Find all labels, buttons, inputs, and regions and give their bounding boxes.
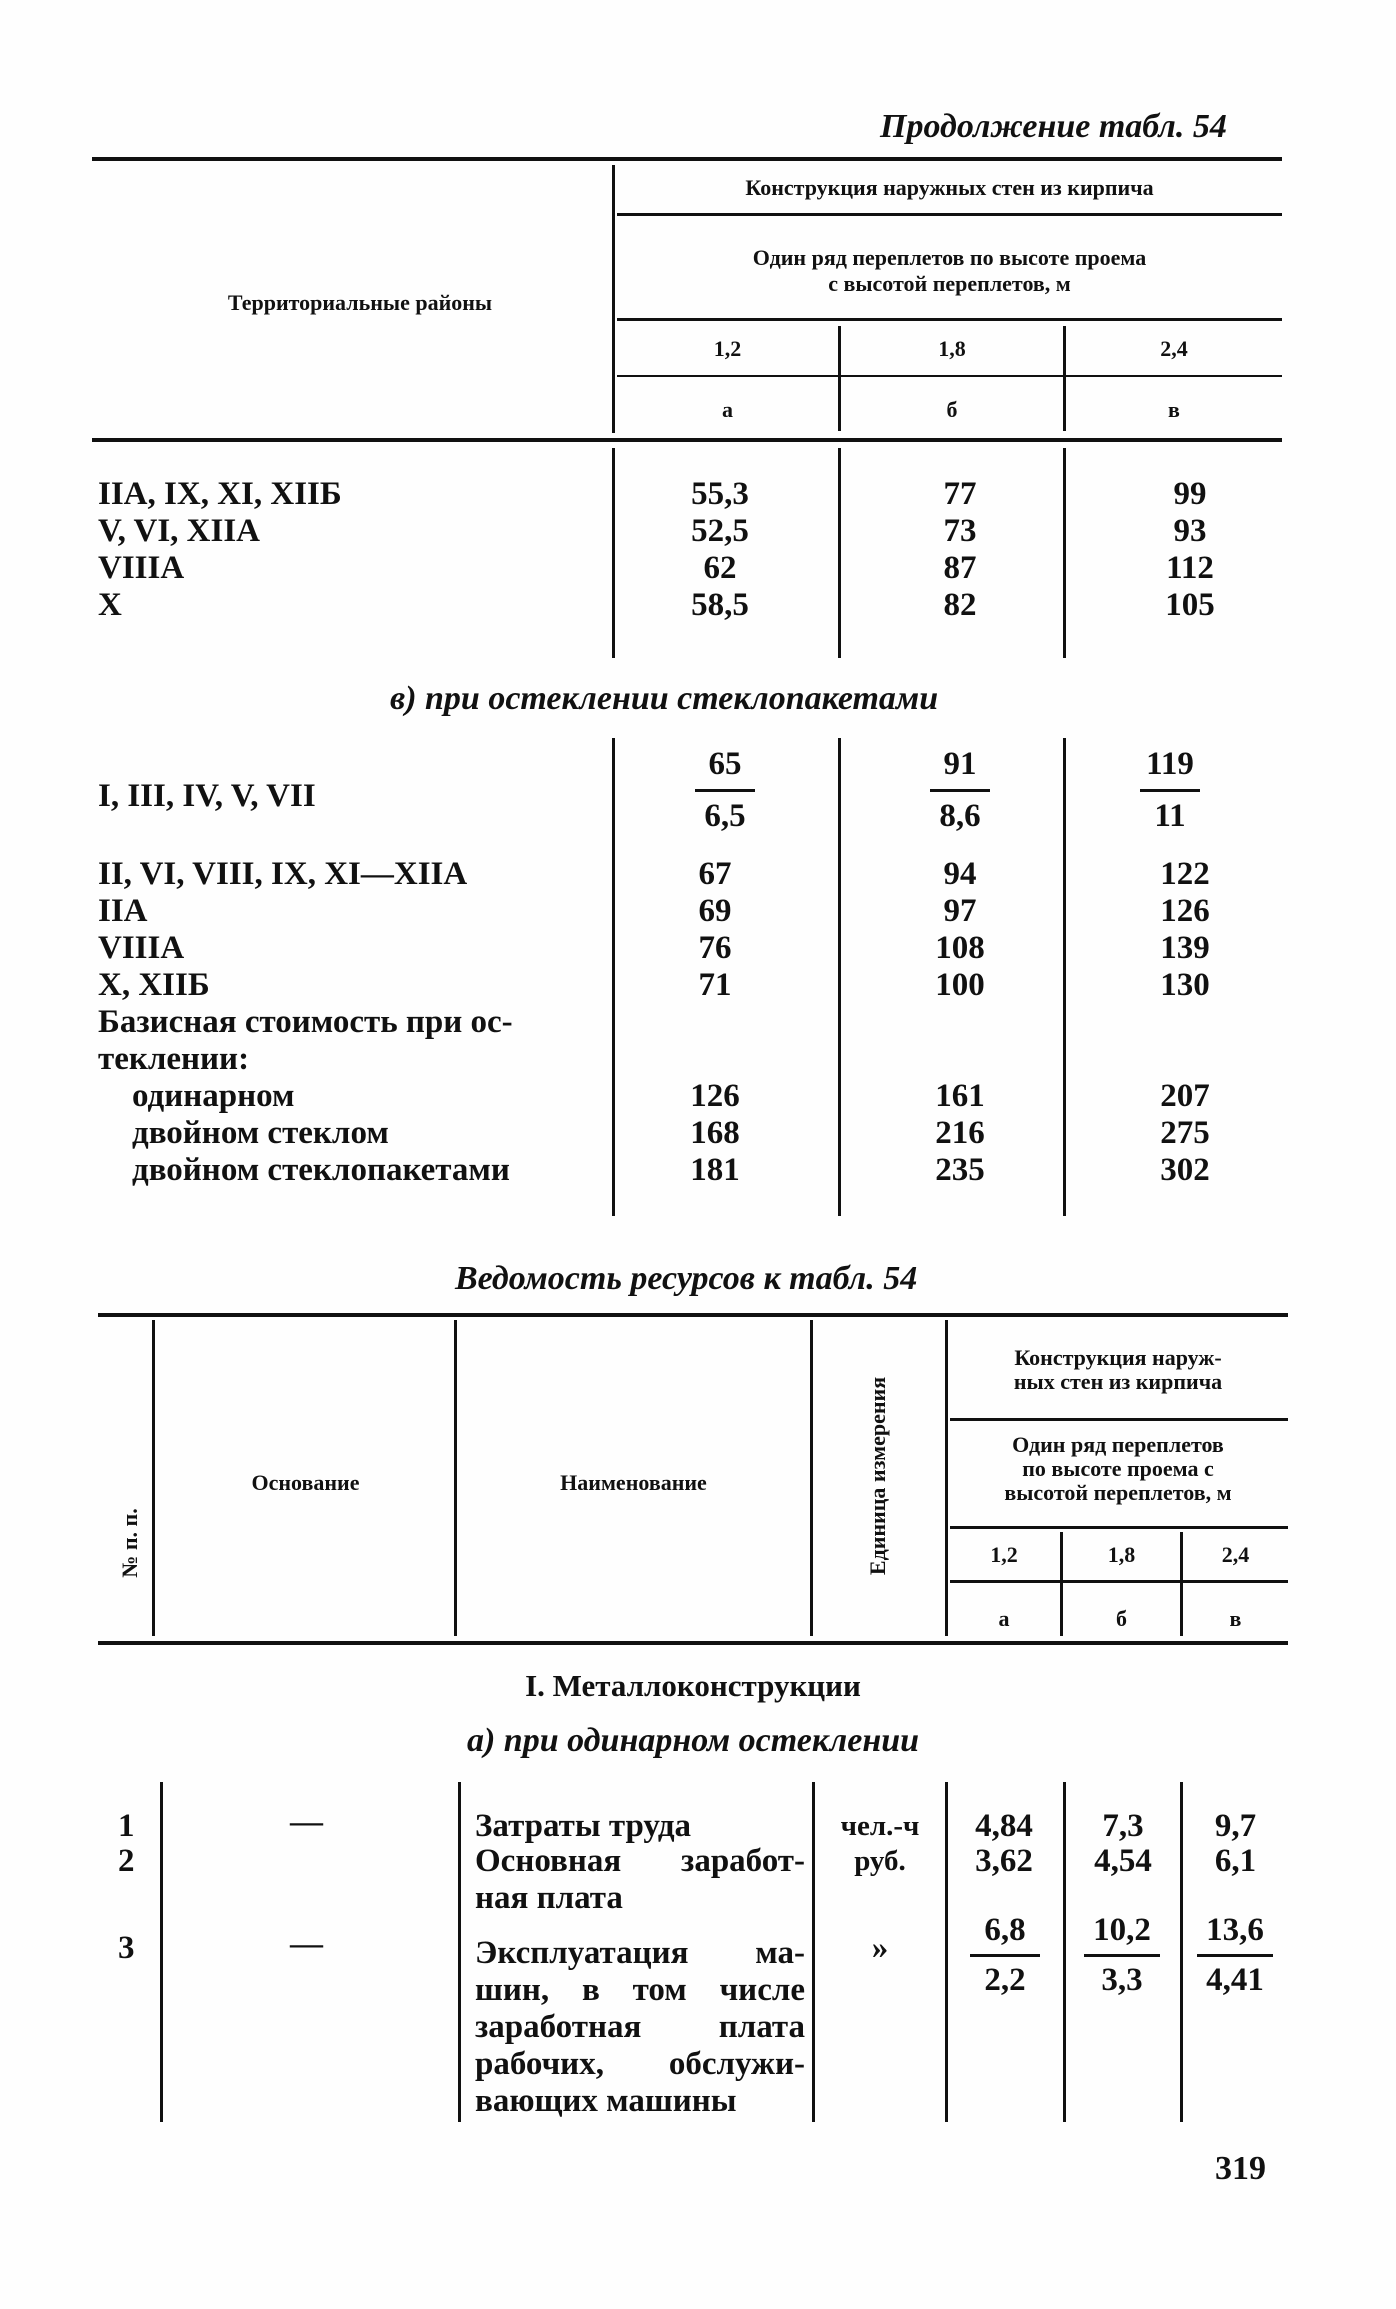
table2-row3-no: 3 [118,1930,135,1966]
table2-col-unit-header: Единица измерения [865,1376,890,1576]
table1-frac-1 [680,746,770,835]
table2-letter-2: б [1116,1606,1127,1631]
table1-frac-3-num: 119 [1146,746,1194,782]
table2-row3-name-line2: шин, в том числе [475,1972,805,2008]
table1-frac-3-den: 11 [1154,798,1186,834]
table1-region-b4: X, XIIБ [98,967,210,1003]
table1-a1-v3: 99 [1173,476,1207,512]
table2-row2-no: 2 [118,1843,135,1879]
table1-b2-v1: 69 [698,893,732,929]
table1-body-divider-a0 [612,448,615,658]
table2-row3-frac-1-den: 2,2 [984,1962,1026,1998]
table2-row2-v3: 6,1 [1214,1843,1257,1879]
table1-height-2: 1,8 [938,336,966,361]
table2-row1-v3: 9,7 [1214,1808,1257,1844]
table1-body-divider-a1 [838,448,841,658]
table1-region-b2: IIA [98,893,148,929]
table1-base2-v3: 275 [1160,1115,1210,1151]
table2-height-3: 2,4 [1221,1542,1250,1567]
table1-base3-v3: 302 [1160,1152,1210,1188]
table1-a2-v2: 73 [943,513,977,549]
table2-row3-frac-2-bar [1084,1954,1160,1957]
table2-row3-name-line1: Эксплуатация ма- [475,1935,805,1971]
table1-b3-v3: 139 [1160,930,1210,966]
table1-a3-v3: 112 [1166,550,1214,586]
table2-group-rule [950,1418,1288,1421]
table1-body-divider-a2 [1063,448,1066,658]
table1-letter-2: б [946,397,958,422]
table2-row2-v2: 4,54 [1094,1843,1152,1879]
table2-letter-3: в [1229,1606,1242,1631]
table2-row2-v1: 3,62 [975,1843,1033,1879]
table1-base1-v2: 161 [935,1078,985,1114]
table2-group-line1: Конструкция наруж- [1014,1345,1222,1370]
table1-frac-row-region: I, III, IV, V, VII [98,778,316,814]
table2-row3-name-line4: рабочих, обслужи- [475,2046,805,2082]
table1-section-b-title: в) при остеклении стеклопакетами [390,680,939,717]
table2-subsection-title: а) при одинарном остеклении [466,1722,920,1759]
table1-base1-v1: 126 [690,1078,740,1114]
table1-subgroup-rule [617,318,1282,321]
table2-row3-frac-3-bar [1197,1954,1273,1957]
table1-b3-v2: 108 [935,930,985,966]
table1-body-divider-b0 [612,738,615,1216]
table1-height-1: 1,2 [713,336,742,361]
table2-vdiv-1 [152,1320,155,1636]
table2-row3-frac-1-num: 6,8 [984,1912,1026,1948]
table1-base1-v3: 207 [1160,1078,1210,1114]
table1-base2-v2: 216 [935,1115,985,1151]
table1-b1-v1: 67 [698,856,732,892]
table2-row1-unit: чел.-ч [840,1810,920,1842]
table2-row3-frac-2 [1070,1912,1174,1999]
table2-row3-frac-3 [1185,1912,1285,1999]
table2-row1-v2: 7,3 [1102,1808,1144,1844]
resources-title: Ведомость ресурсов к табл. 54 [455,1260,918,1297]
table1-base-label-line1: Базисная стоимость при ос- [98,1004,513,1040]
table1-body-divider-b2 [1063,738,1066,1216]
table2-letter-1: а [998,1606,1010,1631]
table2-heights-rule [950,1580,1288,1583]
table1-frac-1-bar [695,789,755,792]
table2-row3-name-line5: вающих машины [475,2083,737,2119]
table2-subgroup-rule [950,1526,1288,1529]
table1-b2-v3: 126 [1160,893,1210,929]
table1-frac-1-den: 6,5 [704,798,746,834]
table1-base3-v1: 181 [690,1152,740,1188]
table1-subgroup-header-line2: с высотой переплетов, м [828,271,1071,296]
table2-row3-unit: » [871,1930,889,1966]
table1-base-single: одинарном [132,1078,295,1114]
table1-a1-v2: 77 [943,476,977,512]
table2-row3-frac-3-den: 4,41 [1206,1962,1264,1998]
table1-row-label-header: Территориальные районы [227,290,493,315]
table1-b2-v2: 97 [943,893,977,929]
table2-body-vdiv-2 [458,1782,461,2122]
table2-row1-name: Затраты труда [475,1808,692,1844]
page-number: 319 [1215,2150,1266,2187]
table2-height-2: 1,8 [1107,1542,1136,1567]
table2-sub-line2: по высоте проема с [1022,1456,1214,1481]
table2-group-line2: ных стен из кирпича [1013,1369,1223,1394]
table1-b4-v3: 130 [1160,967,1210,1003]
table2-body-vdiv-1 [160,1782,163,2122]
table1-group-rule [617,213,1282,216]
table1-a4-v3: 105 [1165,587,1215,623]
table2-sub-line3: высотой переплетов, м [1004,1480,1232,1505]
table1-frac-2-bar [930,789,990,792]
table1-a2-v1: 52,5 [691,513,749,549]
table2-row1-no: 1 [118,1808,135,1844]
table1-frac-3 [1125,746,1215,835]
table1-header-bottom-rule [92,438,1282,442]
table2-row3-frac-2-num: 10,2 [1093,1912,1151,1948]
table1-frac-1-num: 65 [708,746,742,782]
table1-region-b1: II, VI, VIII, IX, XI—XIIA [98,856,468,892]
table1-b1-v3: 122 [1160,856,1210,892]
table2-row1-v1: 4,84 [975,1808,1033,1844]
table2-section-title: I. Металлоконструкции [525,1668,861,1703]
continuation-caption: Продолжение табл. 54 [880,108,1227,145]
table1-base2-v1: 168 [690,1115,740,1151]
table1-region-a2: V, VI, XIIA [98,513,261,549]
table2-row1-basis: — [290,1804,323,1840]
table2-row3-frac-1-bar [970,1954,1040,1957]
table1-a4-v2: 82 [943,587,977,623]
table1-base-double-glass: двойном стеклом [132,1115,389,1151]
table1-frac-3-bar [1140,789,1200,792]
table2-top-rule [98,1313,1288,1317]
table2-col-name-header: Наименование [560,1470,707,1495]
table1-letter-1: а [722,397,733,422]
table2-col-basis-header: Основание [251,1470,360,1495]
table1-a3-v1: 62 [703,550,737,586]
table1-b3-v1: 76 [698,930,732,966]
table1-frac-2-num: 91 [943,746,977,782]
table1-letter-3: в [1168,397,1180,422]
table1-frac-2 [915,746,1005,835]
table2-sub-line1: Один ряд переплетов [1012,1432,1224,1457]
table2-row2-name-line1: Основная заработ- [475,1843,805,1879]
table2-height-1: 1,2 [990,1542,1018,1567]
table1-header-divider [612,165,615,433]
table2-row3-frac-3-num: 13,6 [1206,1912,1264,1948]
table1-body-divider-b1 [838,738,841,1216]
table1-base-double-packet: двойном стеклопакетами [132,1152,510,1188]
table1-b1-v2: 94 [943,856,977,892]
table2-body-vdiv-3 [812,1782,815,2122]
table1-heights-rule [617,375,1282,377]
table1-top-rule [92,157,1282,161]
table1-a1-v1: 55,3 [691,476,749,512]
table1-region-b3: VIIIA [98,930,185,966]
table1-b4-v2: 100 [935,967,985,1003]
table1-region-a1: IIA, IX, XI, XIIБ [98,476,342,512]
table2-vdiv-3 [810,1320,813,1636]
table2-col-no-header: № п. п. [117,1508,142,1578]
table2-row2-name-line2: ная плата [475,1880,623,1916]
table2-row2-unit: руб. [854,1845,906,1877]
table1-b4-v1: 71 [698,967,732,1003]
table1-base3-v2: 235 [935,1152,985,1188]
table1-a3-v2: 87 [943,550,977,586]
table2-row3-frac-1 [955,1912,1055,1999]
table2-row3-name-line3: заработная плата [475,2009,805,2045]
table1-a2-v3: 93 [1173,513,1207,549]
table1-subgroup-header-line1: Один ряд переплетов по высоте проема [752,245,1147,270]
table1-group-header: Конструкция наружных стен из кирпича [745,175,1154,200]
table2-row3-basis: — [290,1926,323,1962]
table1-height-3: 2,4 [1160,336,1188,361]
table1-region-a3: VIIIA [98,550,185,586]
table2-row3-frac-2-den: 3,3 [1101,1962,1143,1998]
table1-a4-v1: 58,5 [691,587,749,623]
table2-header-bottom-rule [98,1641,1288,1645]
table1-frac-2-den: 8,6 [939,798,981,834]
table1-region-a4: X [98,587,122,623]
table1-base-label-line2: теклении: [98,1041,250,1077]
